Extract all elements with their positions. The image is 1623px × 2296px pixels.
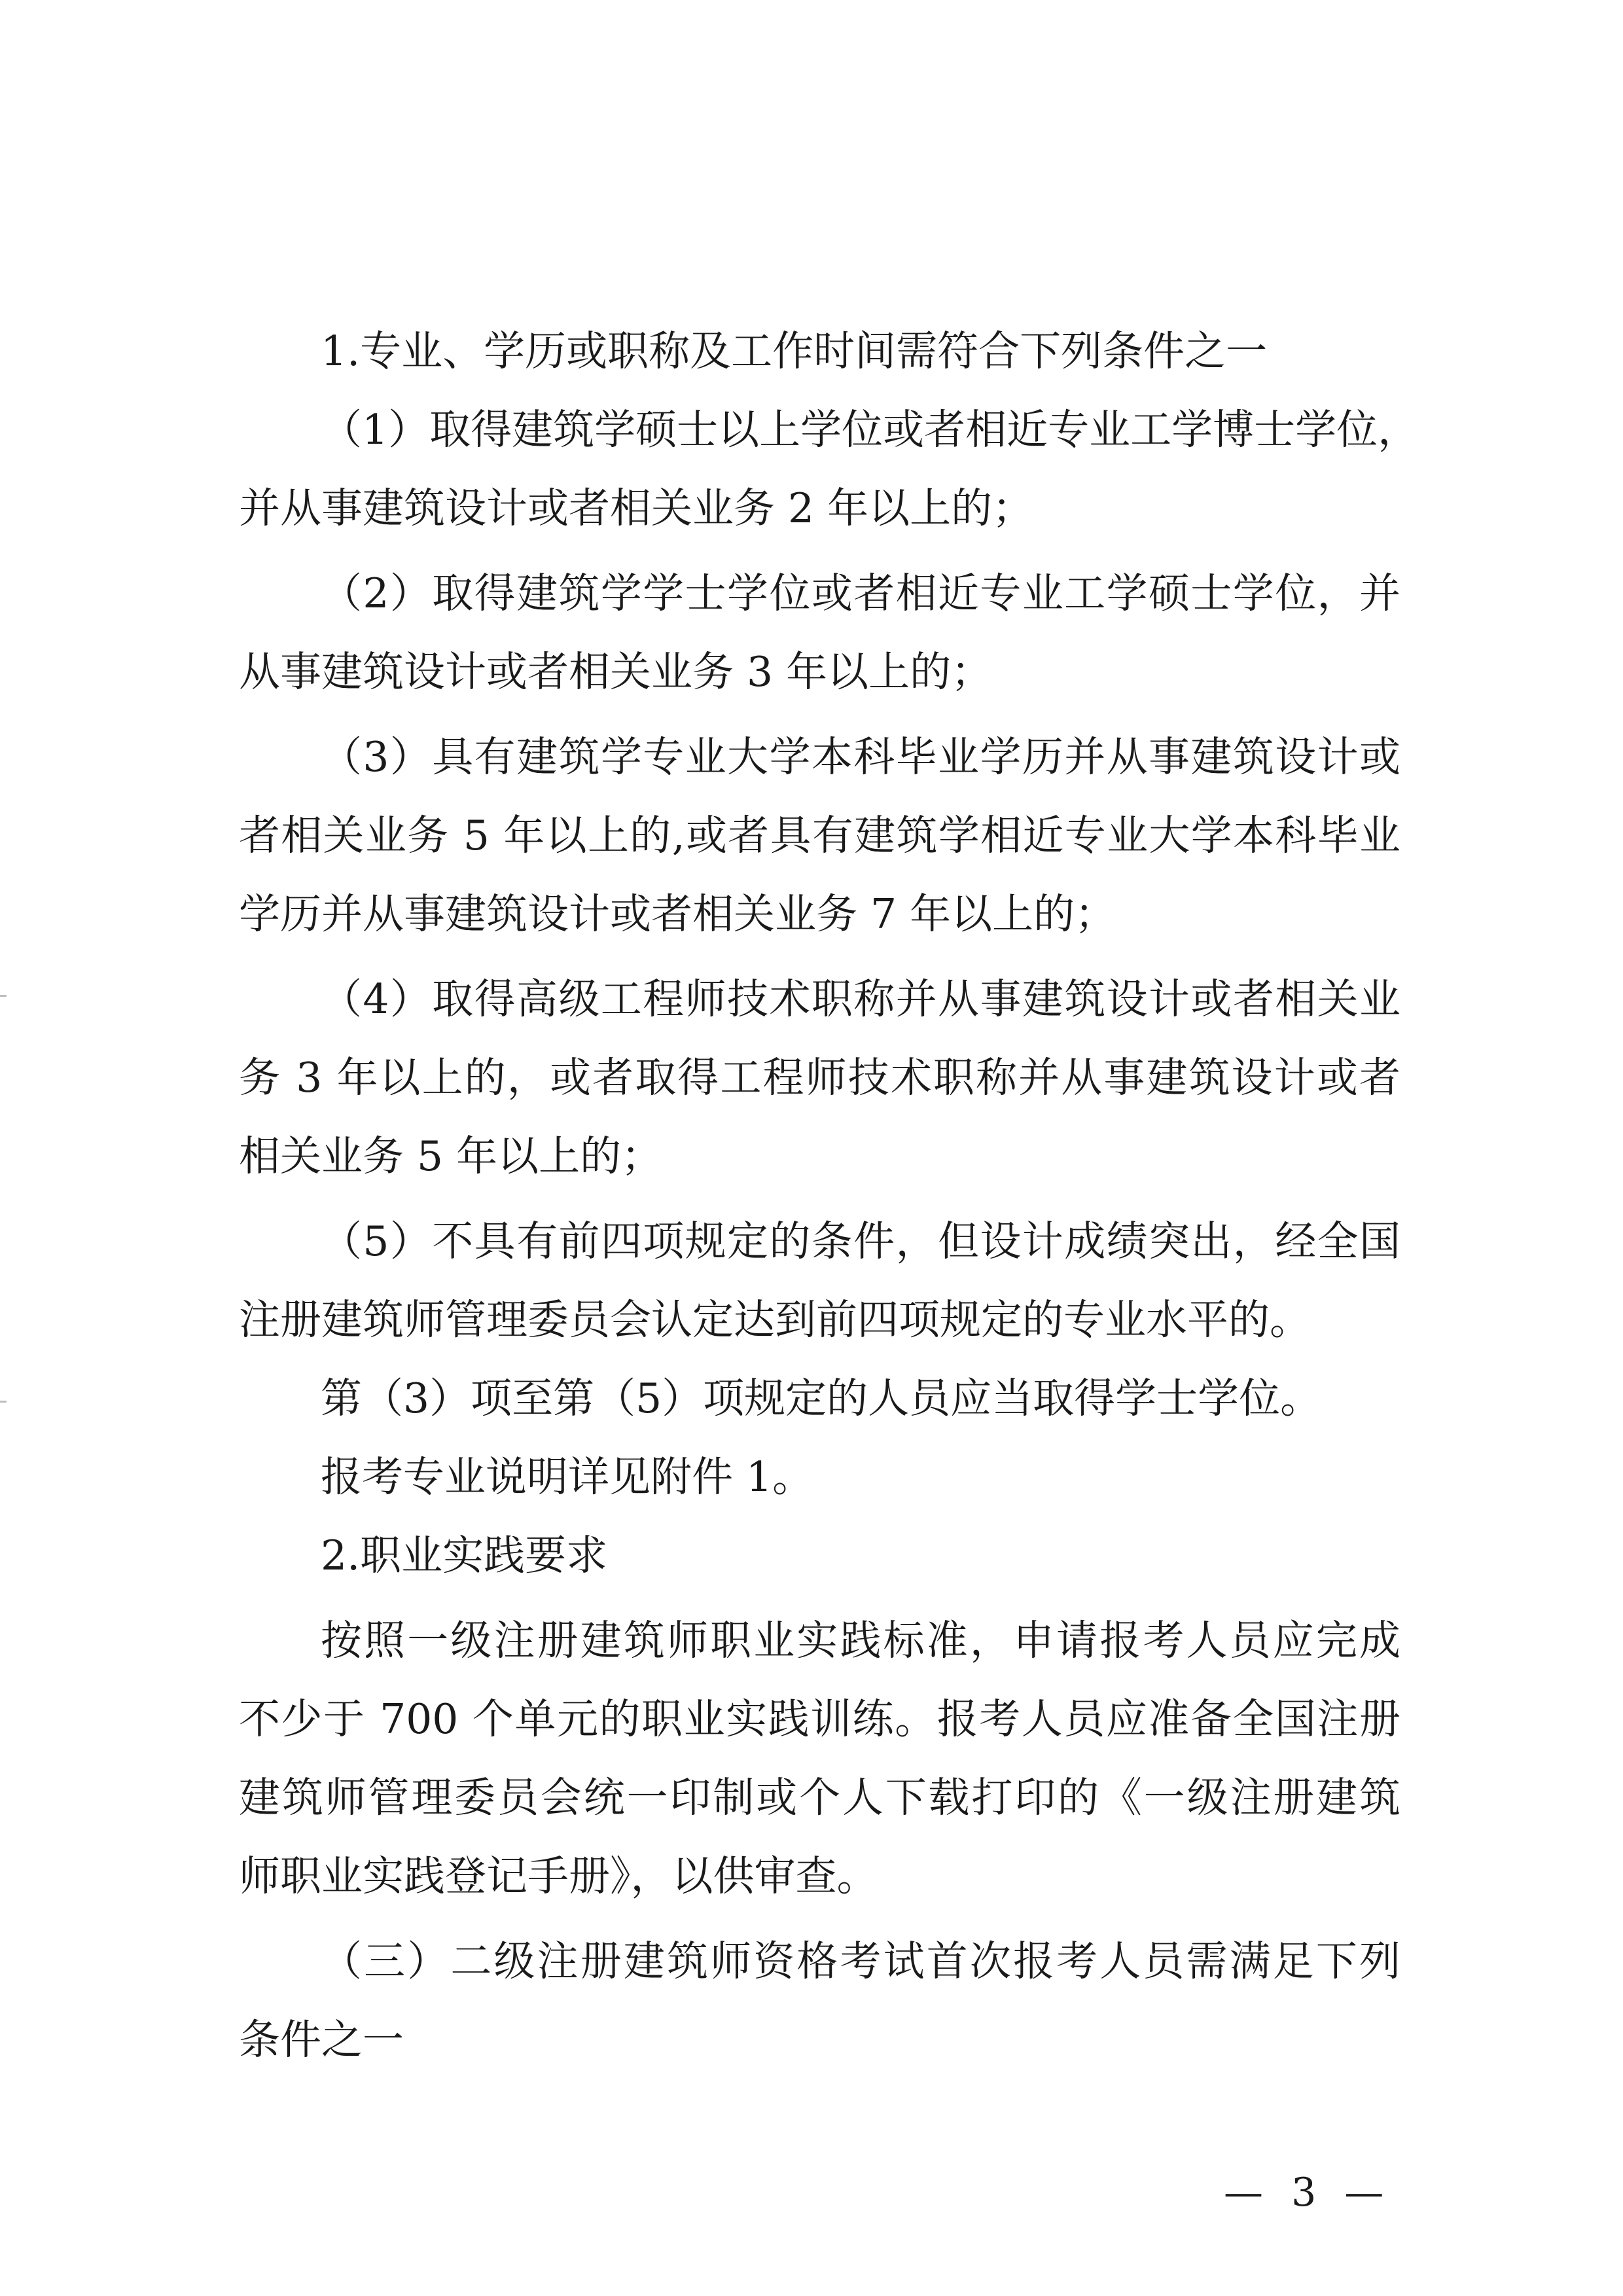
paragraph-line <box>0 1759 1623 1837</box>
paragraph-line <box>0 1117 1623 1196</box>
page-number: — 3 — <box>1224 2170 1392 2215</box>
paragraph-text: （三）二级注册建筑师资格考试首次报考人员需满足下列 <box>321 1937 1400 1985</box>
paragraph-text: （3）具有建筑学专业大学本科毕业学历并从事建筑设计或 <box>321 733 1400 781</box>
paragraph-text: 师职业实践登记手册》，以供审查。 <box>239 1852 878 1900</box>
paragraph-line <box>0 718 1623 797</box>
paragraph-text: 学历并从事建筑设计或者相关业务 7 年以上的； <box>239 890 1116 938</box>
paragraph-text: 2.职业实践要求 <box>321 1532 608 1579</box>
paragraph-text: 不少于 700 个单元的职业实践训练。报考人员应准备全国注册 <box>239 1695 1400 1743</box>
paragraph-line <box>0 797 1623 875</box>
paragraph-line <box>0 960 1623 1039</box>
paragraph-line <box>0 469 1623 548</box>
paragraph-line <box>0 391 1623 469</box>
paragraph-text: 注册建筑师管理委员会认定达到前四项规定的专业水平的。 <box>239 1296 1311 1344</box>
paragraph-line <box>0 1922 1623 2001</box>
paragraph-text: 报考专业说明详见附件 1。 <box>321 1453 814 1501</box>
paragraph-line <box>0 633 1623 711</box>
paragraph-text: 建筑师管理委员会统一印制或个人下载打印的《一级注册建筑 <box>239 1774 1400 1821</box>
paragraph-line <box>0 1602 1623 1680</box>
paragraph-text: 第（3）项至第（5）项规定的人员应当取得学士学位。 <box>321 1374 1322 1422</box>
paragraph-text: 1.专业、学历或职称及工作时间需符合下列条件之一 <box>321 327 1268 375</box>
paragraph-text: 并从事建筑设计或者相关业务 2 年以上的； <box>239 484 1034 532</box>
paragraph-text: 从事建筑设计或者相关业务 3 年以上的； <box>239 648 993 696</box>
paragraph-line <box>0 312 1623 391</box>
paragraph-line <box>0 554 1623 633</box>
paragraph-text: 按照一级注册建筑师职业实践标准，申请报考人员应完成 <box>321 1617 1400 1664</box>
paragraph-line <box>0 1281 1623 1359</box>
scan-edge-mark <box>0 1401 7 1403</box>
paragraph-line <box>0 1438 1623 1516</box>
paragraph-text: 相关业务 5 年以上的； <box>239 1132 663 1180</box>
paragraph-line <box>0 1039 1623 1117</box>
paragraph-text: 者相关业务 5 年以上的,或者具有建筑学相近专业大学本科毕业 <box>239 812 1400 859</box>
paragraph-line <box>0 1359 1623 1438</box>
paragraph-text: （2）取得建筑学学士学位或者相近专业工学硕士学位，并 <box>321 569 1400 617</box>
paragraph-line <box>0 1680 1623 1759</box>
paragraph-line <box>0 1516 1623 1595</box>
paragraph-line <box>0 2001 1623 2079</box>
paragraph-text: 条件之一 <box>239 2016 404 2064</box>
paragraph-line <box>0 875 1623 954</box>
paragraph-line <box>0 1202 1623 1281</box>
scan-edge-mark <box>0 995 7 997</box>
paragraph-text: （4）取得高级工程师技术职称并从事建筑设计或者相关业 <box>321 975 1400 1023</box>
paragraph-text: （5）不具有前四项规定的条件，但设计成绩突出，经全国 <box>321 1217 1400 1265</box>
paragraph-text: 务 3 年以上的，或者取得工程师技术职称并从事建筑设计或者 <box>239 1054 1400 1102</box>
paragraph-text: （1）取得建筑学硕士以上学位或者相近专业工学博士学位， <box>321 406 1419 454</box>
paragraph-line <box>0 1837 1623 1916</box>
